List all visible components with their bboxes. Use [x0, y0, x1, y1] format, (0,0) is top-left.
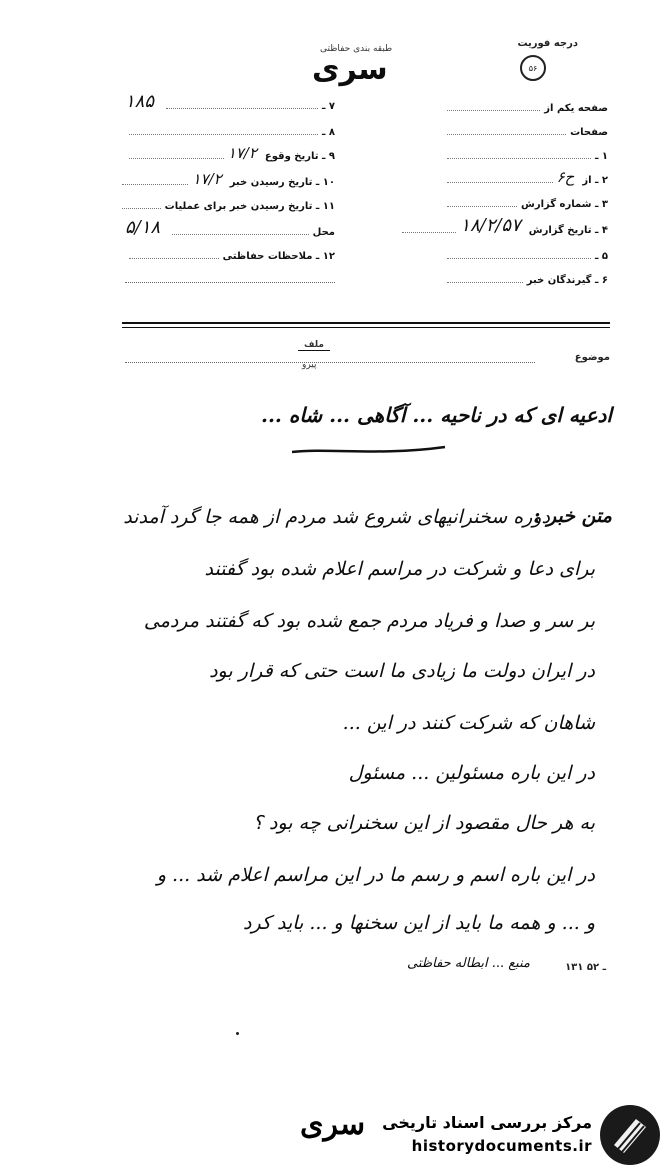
field-left-7 [125, 91, 335, 112]
footer-logo-icon [600, 1105, 660, 1165]
body-line: دوره سخنرانیهای شروع شد مردم از همه جا گرد آمدند [123, 506, 550, 528]
footer-website: historydocuments.ir [411, 1137, 592, 1155]
field-label: صفحه یکم از [544, 103, 608, 114]
subject-underline [290, 444, 450, 458]
field-label: ۸ ـ [321, 127, 335, 138]
field-value: ح۶ [556, 168, 575, 186]
doc-title: سری [312, 52, 388, 87]
field-label: ۱۱ ـ تاریخ رسیدن خبر برای عملیات [164, 201, 335, 212]
field-value: ۱۸۵ [125, 91, 155, 112]
field-left-8 [125, 122, 335, 138]
doc-code: ۱۳۱ ـ ۵۲ [565, 962, 606, 973]
field-label: ۳ ـ شماره گزارش [521, 199, 608, 210]
field-value: ۱۷/۲ [192, 170, 222, 188]
footer-org-name: مرکز بررسی اسناد تاریخی [382, 1113, 592, 1132]
body-line: شاهان که شرکت کنند در این ... [342, 712, 595, 734]
field-right-2 [443, 122, 608, 138]
footer-watermark [0, 1101, 670, 1171]
body-line: در این باره مسئولین ... مسئول [348, 762, 595, 784]
field-right-8 [443, 270, 608, 286]
field-label: ۱۰ ـ تاریخ رسیدن خبر [229, 177, 335, 188]
field-label: ۱ ـ [594, 151, 608, 162]
body-line: بر سر و صدا و فریاد مردم جمع شده بود که گفتند مردمی [143, 610, 595, 632]
field-right-5 [443, 194, 608, 210]
urgency-label: درجه فوریت [517, 38, 578, 49]
body-lead: متن خبر : [533, 505, 612, 527]
field-label: ۴ ـ تاریخ گزارش [528, 225, 608, 236]
field-left-10 [118, 172, 335, 188]
subject-text: ادعیه ای که در ناحیه ... آگاهی ... شاه ... [260, 403, 612, 427]
field-left-place [125, 217, 335, 238]
field-left-9 [125, 146, 335, 162]
body-line: به هر حال مقصود از این سخنرانی چه بود ؟ [252, 812, 595, 834]
subject-label: موضوع [574, 352, 610, 363]
field-left-11 [118, 196, 335, 212]
dotted-line [125, 282, 335, 283]
field-label: ۹ ـ تاریخ وقوع [264, 151, 335, 162]
field-left-12 [125, 246, 335, 262]
field-right-6 [398, 215, 608, 236]
field-label: ۵ ـ [594, 251, 608, 262]
stray-mark [236, 1032, 239, 1035]
seal-mark: ۵۶ [520, 55, 546, 81]
field-right-4 [443, 170, 608, 186]
field-label: ۲ ـ از [582, 175, 608, 186]
file-sub-label: پیرو [302, 360, 317, 370]
field-label: ۷ ـ [321, 101, 335, 112]
field-right-7 [443, 246, 608, 262]
header-rule-2 [122, 327, 610, 328]
field-label: صفحات [570, 127, 608, 138]
field-right-1 [443, 98, 608, 114]
field-right-3 [443, 146, 608, 162]
body-line: در ایران دولت ما زیادی ما است حتی که قرار بود [209, 660, 595, 682]
signature: منبع ... ابطاله حفاظتی [407, 956, 530, 971]
footer-stamp: سری [300, 1107, 366, 1142]
body-line: برای دعا و شرکت در مراسم اعلام شده بود گفتند [204, 558, 595, 580]
body-line: و ... و همه ما باید از این سخنها و ... باید کرد [242, 912, 595, 934]
body-line: در این باره اسم و رسم ما در این مراسم اعلام شد ... و [156, 864, 595, 886]
field-value: ۱۷/۲ [227, 144, 257, 162]
header-rule-top [122, 322, 610, 324]
field-label: ۶ ـ گیرندگان خبر [526, 275, 608, 286]
field-label: ۱۲ ـ ملاحظات حفاظتی [222, 251, 335, 262]
file-label: ملف [298, 340, 330, 351]
classification-label: طبقه بندی حفاظتی [320, 44, 393, 54]
field-value: ۱۸/۲/۵۷ [460, 215, 521, 236]
subject-dotted [125, 362, 535, 363]
field-value: ۵/۱۸ [125, 217, 161, 238]
field-label: محل [312, 227, 335, 238]
